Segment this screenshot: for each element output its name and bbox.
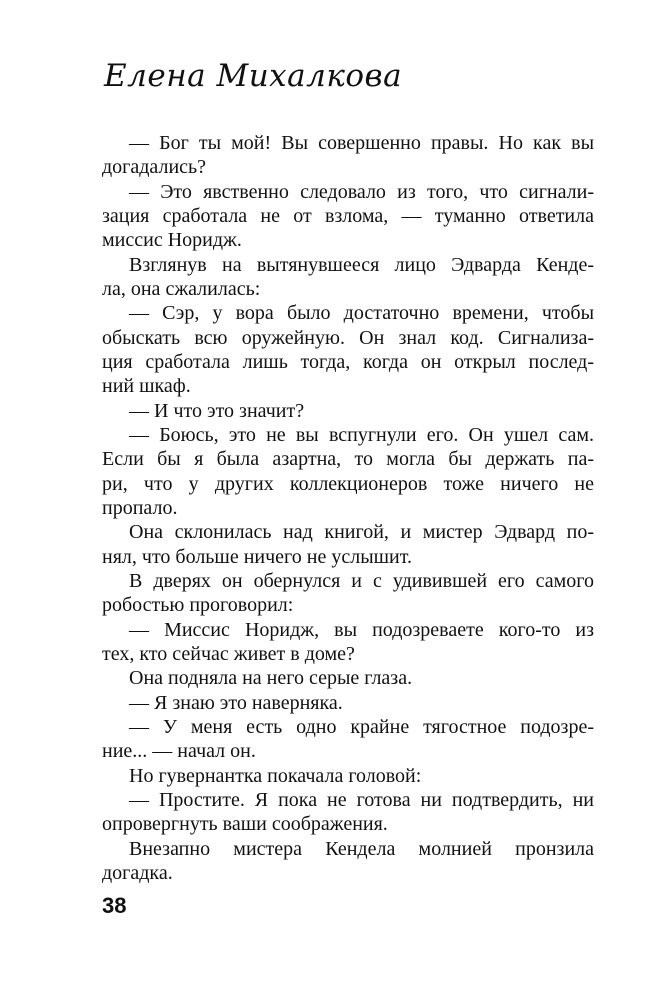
text-line: ний шкаф.	[102, 375, 191, 397]
text-line: догадка.	[102, 862, 173, 884]
text-line: — Сэр, у вора было достаточно времени, чтобы	[129, 302, 594, 324]
text-line: зация сработала не от взлома, — туманно ответила	[102, 205, 594, 227]
text-line: обыскать всю оружейную. Он знал код. Сигнализа-	[102, 327, 594, 349]
text-line: — Боюсь, это не вы вспугнули его. Он ушел сам.	[129, 424, 594, 446]
text-line: тех, кто сейчас живет в доме?	[102, 643, 355, 665]
text-line: — Миссис Норидж, вы подозреваете кого-то из	[129, 619, 594, 641]
text-line: Внезапно мистера Кендела молнией пронзила	[129, 838, 594, 860]
text-line: — Я знаю это наверняка.	[129, 692, 343, 714]
text-line: ри, что у других коллекционеров тоже ничего не	[102, 473, 594, 495]
text-line: — Простите. Я пока не готова ни подтвердить, ни	[129, 789, 594, 811]
text-line: — Бог ты мой! Вы совершенно правы. Но как вы	[129, 132, 594, 154]
text-line: Она склонилась над книгой, и мистер Эдвард по-	[129, 521, 594, 543]
text-line: Но гувернантка покачала головой:	[129, 765, 422, 787]
text-line: догадались?	[102, 156, 207, 178]
text-line: — Это явственно следовало из того, что сигнали-	[129, 181, 594, 203]
running-header-author: Елена Михалкова	[104, 58, 403, 94]
text-line: ла, она сжалилась:	[102, 278, 261, 300]
text-line: Она подняла на него серые глаза.	[129, 667, 413, 689]
text-line: — И что это значит?	[129, 400, 305, 422]
text-line: нял, что больше ничего не услышит.	[102, 546, 412, 568]
text-line: Если бы я была азартна, то могла бы держать па-	[102, 448, 594, 470]
text-line: опровергнуть ваши соображения.	[102, 813, 388, 835]
text-line: Взглянув на вытянувшееся лицо Эдварда Кенде-	[129, 254, 594, 276]
text-line: пропало.	[102, 497, 178, 519]
text-line: В дверях он обернулся и с удивившей его самого	[129, 570, 594, 592]
page-number: 38	[102, 893, 127, 918]
text-line: — У меня есть одно крайне тягостное подозре-	[129, 716, 594, 738]
text-line: ние... — начал он.	[102, 740, 256, 762]
text-line: миссис Норидж.	[102, 229, 242, 251]
text-line: робостью проговорил:	[102, 594, 294, 616]
text-line: ция сработала лишь тогда, когда он открыл послед-	[102, 351, 594, 373]
